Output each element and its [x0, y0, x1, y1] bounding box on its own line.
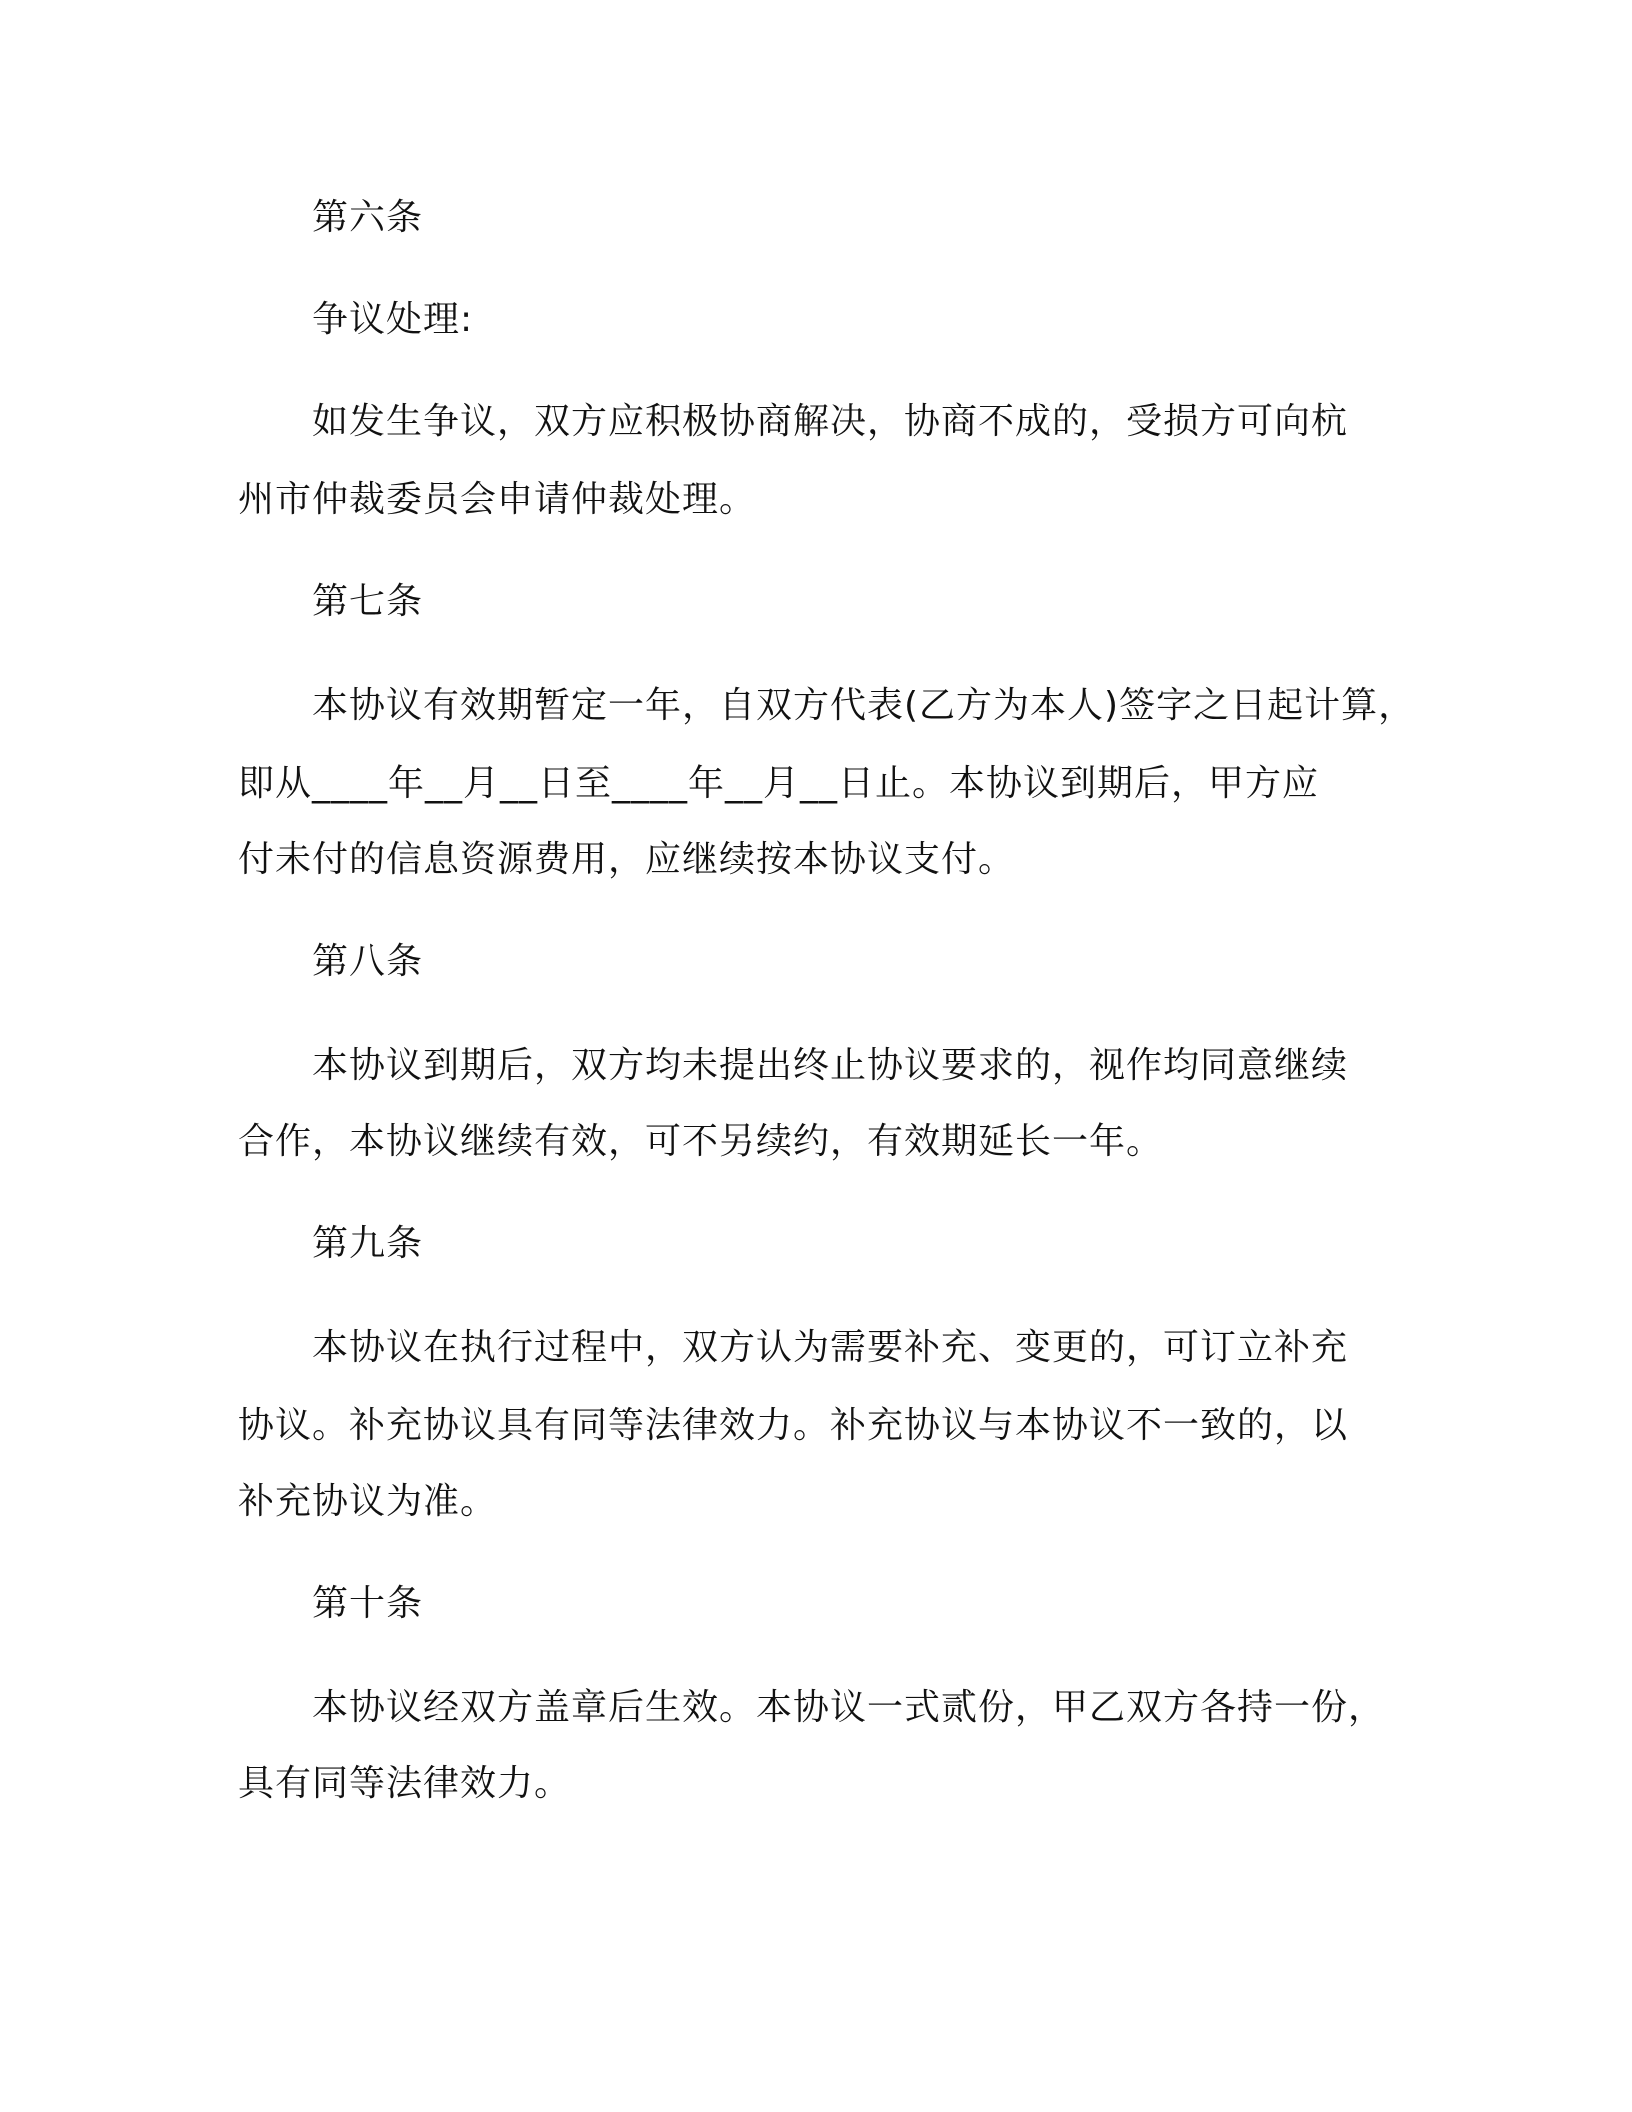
- article-7-heading: 第七条: [312, 581, 424, 622]
- article-9-body-line-3: 补充协议为准。: [238, 1481, 498, 1522]
- article-10-body-line-1: 本协议经双方盖章后生效。本协议一式贰份，甲乙双方各持一份，: [312, 1687, 1386, 1728]
- article-6-body-line-1: 如发生争议，双方应积极协商解决，协商不成的，受损方可向杭: [312, 401, 1349, 442]
- article-9-heading: 第九条: [312, 1223, 424, 1264]
- article-9-body-line-1: 本协议在执行过程中，双方认为需要补充、变更的，可订立补充: [312, 1327, 1349, 1368]
- article-7-body-line-3: 付未付的信息资源费用，应继续按本协议支付。: [238, 839, 1016, 880]
- article-7-body-line-1: 本协议有效期暂定一年，自双方代表(乙方为本人)签字之日起计算，: [312, 685, 1416, 726]
- article-6-body-line-2: 州市仲裁委员会申请仲裁处理。: [238, 479, 757, 520]
- article-6-subheading: 争议处理:: [312, 299, 474, 340]
- article-6-heading: 第六条: [312, 197, 424, 238]
- article-7-body-line-2: 即从____年__月__日至____年__月__日止。本协议到期后，甲方应: [238, 763, 1320, 804]
- article-8-body-line-2: 合作，本协议继续有效，可不另续约，有效期延长一年。: [238, 1121, 1164, 1162]
- article-10-body-line-2: 具有同等法律效力。: [238, 1763, 572, 1804]
- article-8-body-line-1: 本协议到期后，双方均未提出终止协议要求的，视作均同意继续: [312, 1045, 1349, 1086]
- article-9-body-line-2: 协议。补充协议具有同等法律效力。补充协议与本协议不一致的，以: [238, 1405, 1349, 1446]
- article-10-heading: 第十条: [312, 1583, 424, 1624]
- article-8-heading: 第八条: [312, 941, 424, 982]
